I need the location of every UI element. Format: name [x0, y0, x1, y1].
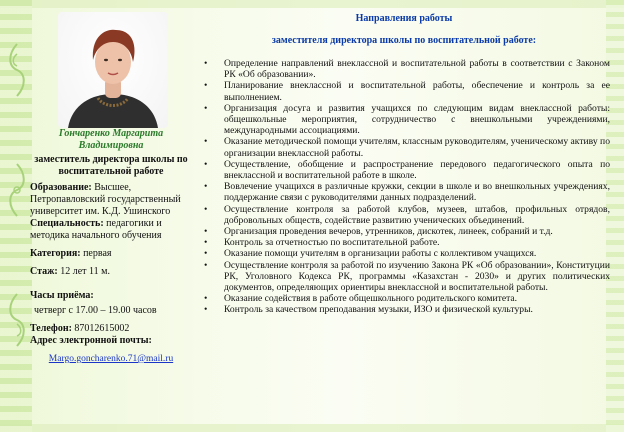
portrait-icon — [58, 12, 168, 128]
list-item: • Оказание содействия в работе общешкольного родительского комитета. — [224, 293, 610, 304]
specialty-value: педагогики и методика начального обучения — [30, 218, 162, 241]
list-item: • Оказание помощи учителям в организации работы с коллективом учащихся. — [224, 248, 610, 259]
hours-value: четверг с 17.00 – 19.00 часов — [34, 305, 157, 316]
specialty-label: Специальность: — [30, 218, 104, 229]
list-item: • Осуществление контроля за работой клубов, музеев, штабов, профильных отрядов, добровольных обществ, содействие развитию ученических объединений. — [224, 204, 610, 226]
experience-field — [30, 266, 192, 278]
list-item: • Осуществление, обобщение и распространение передового педагогического опыта по внеклассной и воспитательной работе в школе. — [224, 159, 610, 181]
person-position: заместитель директора школы по воспитательной работе — [34, 154, 188, 177]
category-field — [30, 248, 192, 260]
education-field — [30, 182, 192, 218]
education-value: Высшее, Петропавловский государственный университет им. К.Д. Ушинского — [30, 182, 181, 217]
border-top-decoration — [0, 0, 624, 8]
list-item: • Оказание методической помощи учителям, классным руководителям, ученическому активу по организации внеклассной работы. — [224, 136, 610, 158]
category-value: первая — [80, 248, 112, 259]
email-field — [30, 335, 192, 347]
phone-label: Телефон: — [30, 323, 72, 334]
list-item: • Организация проведения вечеров, утренников, дискотек, линеек, собраний и т.д. — [224, 226, 610, 237]
person-name: Гончаренко Маргарита Владимировна — [58, 128, 164, 151]
experience-value: 12 лет 11 м. — [57, 266, 110, 277]
duties-list — [198, 58, 610, 316]
hours-field — [30, 290, 192, 302]
portrait-photo — [58, 12, 168, 128]
duties-title: Направления работы — [355, 13, 453, 24]
hours-label: Часы приёма: — [30, 290, 94, 301]
border-bottom-decoration — [0, 424, 624, 432]
phone-value: 87012615002 — [71, 323, 130, 334]
email-link[interactable]: Margo.goncharenko.71@mail.ru — [48, 354, 174, 364]
list-item: • Вовлечение учащихся в различные кружки, секции в школе и во внешкольных учреждениях, поддержание связи с руководителями данных подразделений. — [224, 181, 610, 203]
specialty-field — [30, 218, 192, 242]
duties-subtitle: заместителя директора школы по воспитательной работе: — [271, 35, 537, 46]
list-item: • Контроль за отчетностью по воспитательной работе. — [224, 237, 610, 248]
phone-field — [30, 323, 192, 335]
list-item: • Определение направлений внеклассной и воспитательной работы в соответствии с Законом РК «Об образовании». — [224, 58, 610, 80]
ornament-icon — [4, 40, 30, 100]
list-item: • Организация досуга и развития учащихся по следующим видам внеклассной работы: общешкольные мероприятия, сотрудничество с внешкольными учреждениями, международными ассоциациями. — [224, 103, 610, 137]
ornament-icon — [4, 160, 30, 220]
list-item: • Контроль за качеством преподавания музыки, ИЗО и физической культуры. — [224, 304, 610, 315]
email-label: Адрес электронной почты: — [30, 335, 152, 346]
ornament-icon — [4, 290, 30, 350]
education-label: Образование: — [30, 182, 92, 193]
list-item: • Осуществление контроля за работой по изучению Закона РК «Об образовании», Конституции РК, Уголовного Кодекса РК, программы «Казахстан - 2030» и других политических документов, определяющих ориентиры внеклассной и воспитательной работы. — [224, 260, 610, 294]
duties-section — [198, 12, 610, 316]
list-item: • Планирование внеклассной и воспитательной работы, обеспечение и контроль за ее выполнением. — [224, 80, 610, 102]
person-card — [30, 128, 192, 365]
email-row — [30, 353, 192, 365]
category-label: Категория: — [30, 248, 81, 259]
experience-label: Стаж: — [30, 266, 58, 277]
